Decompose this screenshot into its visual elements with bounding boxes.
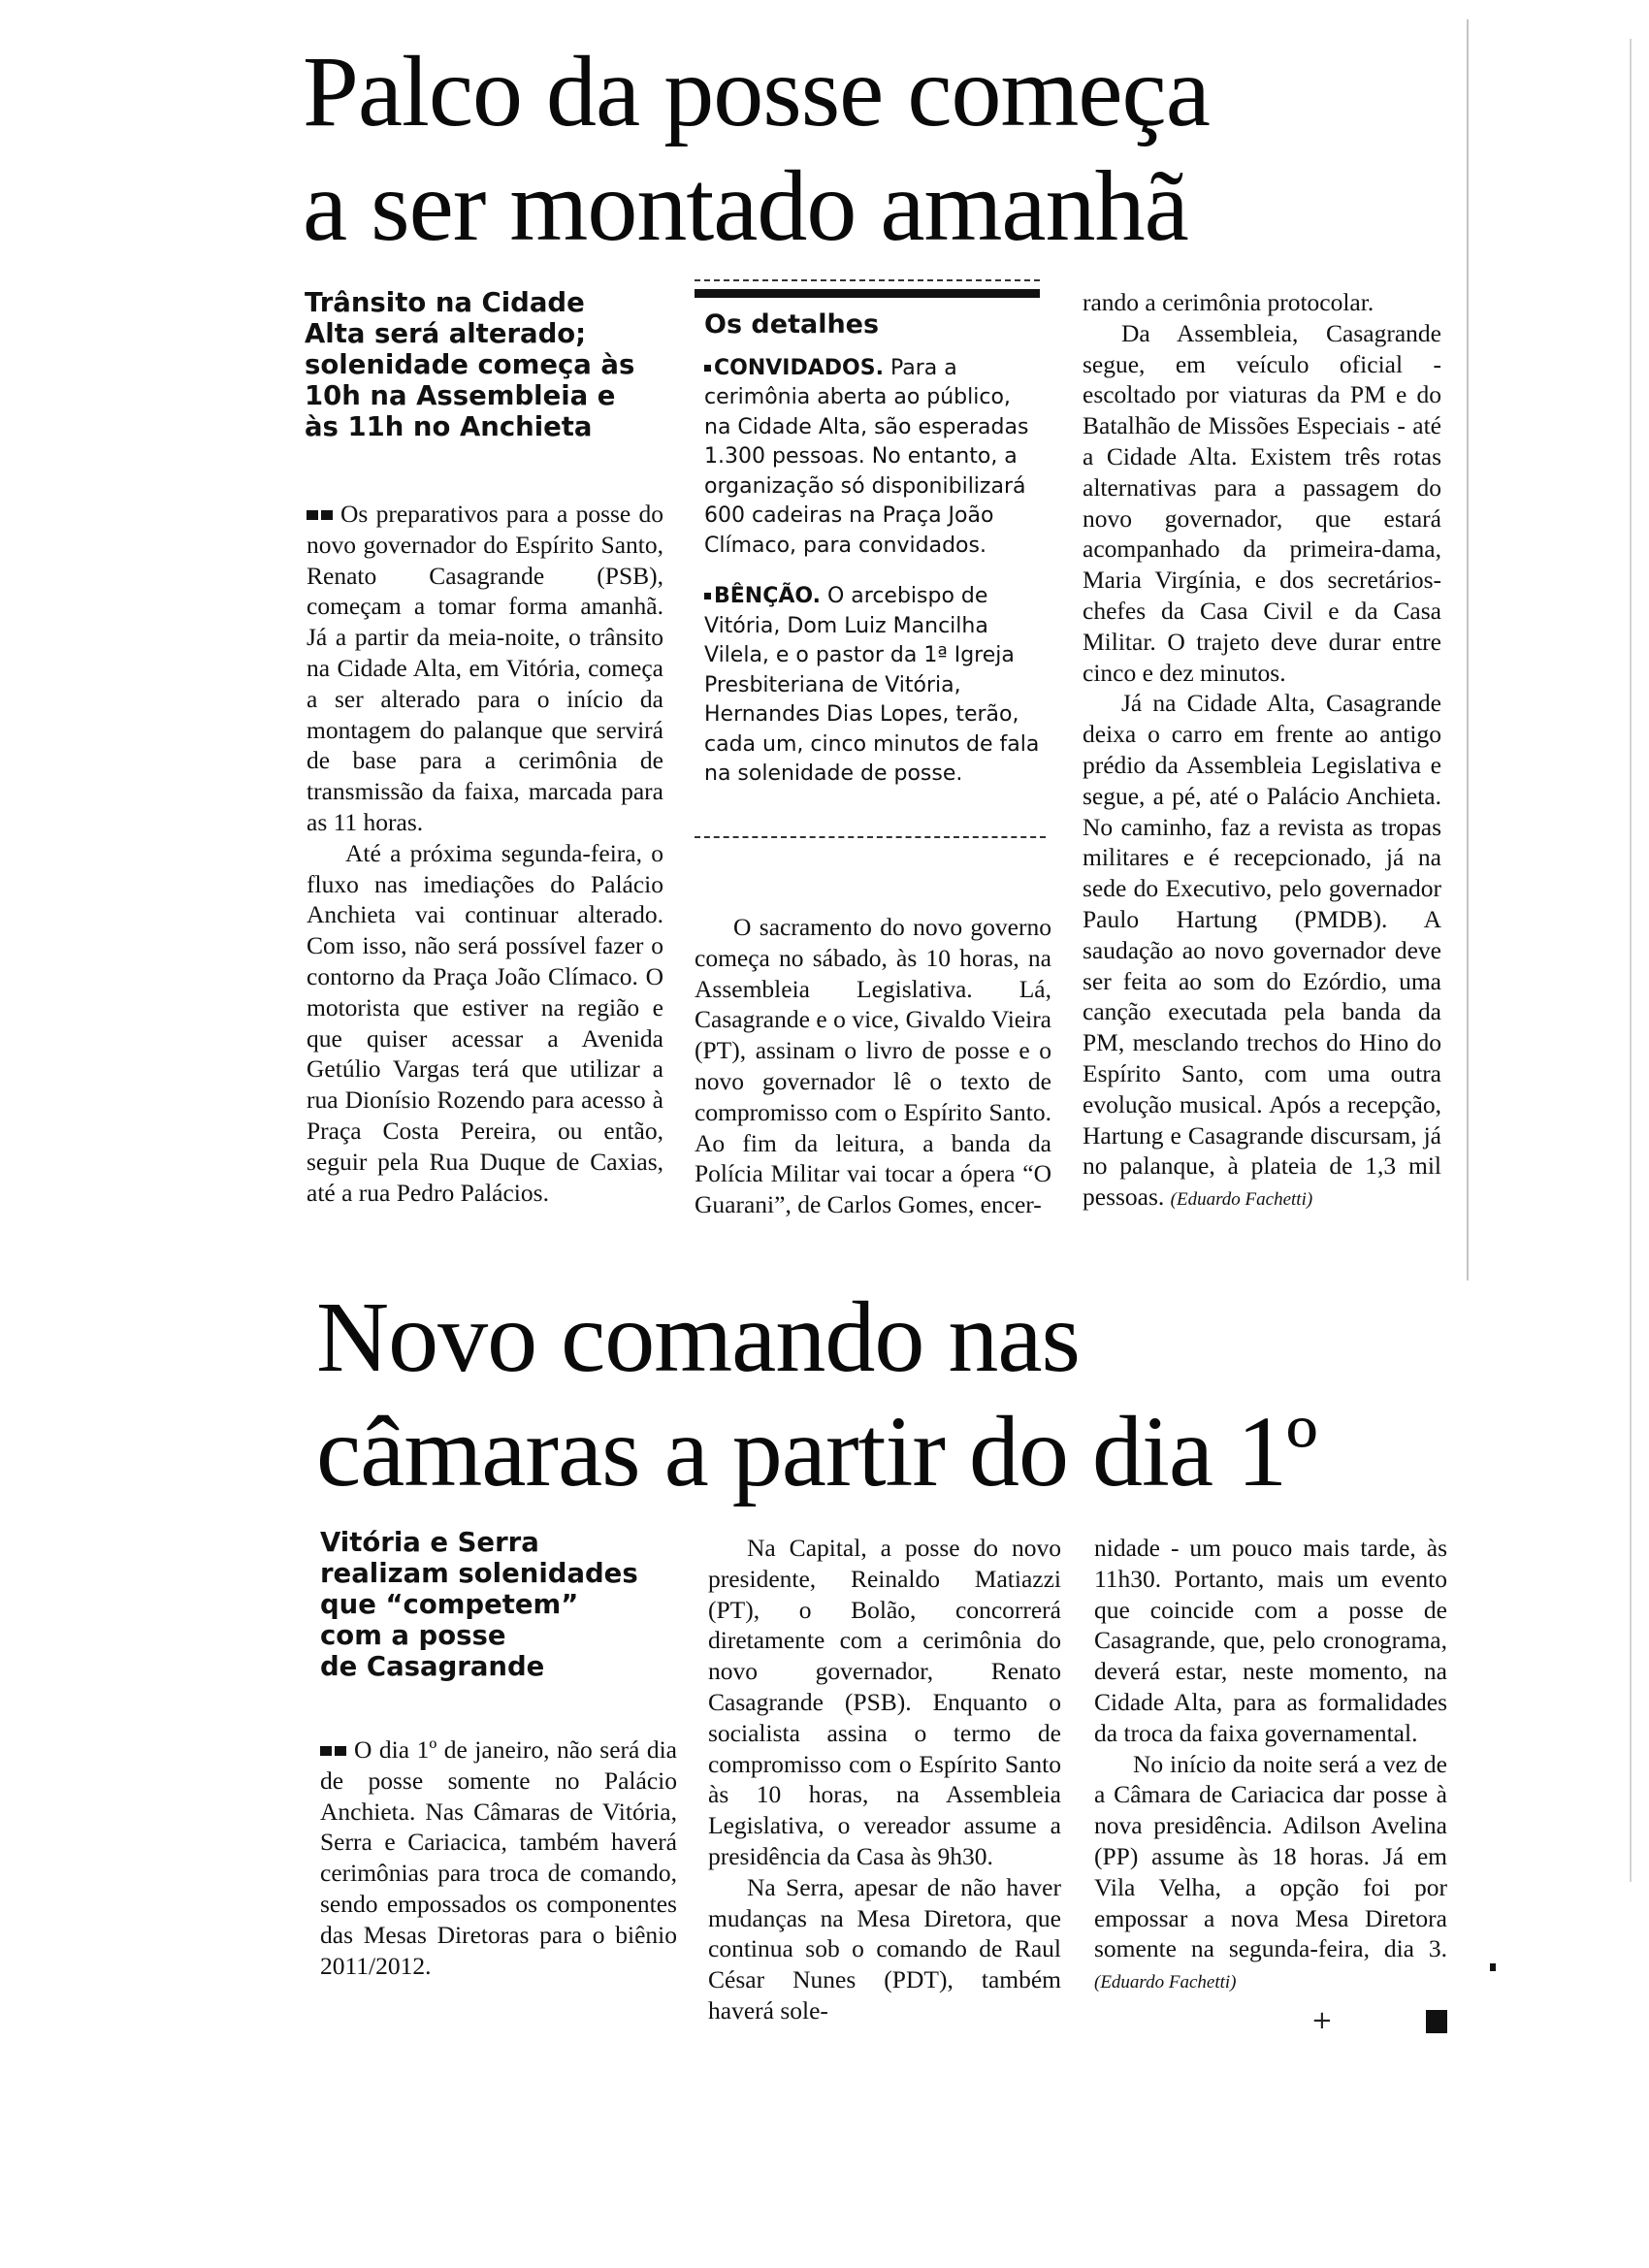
article2-paragraph: O dia 1º de janeiro, não será dia de posse somente no Palácio Anchieta. Nas Câmaras de Vitória, Serra e Cariacica, também haverá cerimônias para troca de comando, sendo empossados os componentes das Mesas Diretoras para o biênio 2011/2012. bbox=[320, 1735, 677, 1980]
sidebar-bottom-dashed-rule bbox=[695, 836, 1046, 838]
article2-column-1 bbox=[320, 1734, 677, 1981]
article1-paragraph: Até a próxima segunda-feira, o fluxo nas imediações do Palácio Anchieta vai continuar alterado. Com isso, não será possível fazer o contorno da Praça João Clímaco. O motorista que estiver na região e que quiser acessar a Avenida Getúlio Vargas terá que utilizar a rua Dionísio Rozendo para acesso à Praça Costa Pereira, ou então, seguir pela Rua Duque de Caxias, até a rua Pedro Palácios. bbox=[307, 838, 663, 1207]
sidebar-top-dashed-rule bbox=[695, 279, 1040, 281]
deck-line: Vitória e Serra bbox=[320, 1527, 539, 1558]
deck-line: Trânsito na Cidade bbox=[305, 287, 585, 318]
article2-paragraph: nidade - um pouco mais tarde, às 11h30. Portanto, mais um evento que coincide com a posse de Casagrande, que, pelo cronograma, deverá estar, neste momento, na Cidade Alta, para as formalidades da troca da faixa governamental. bbox=[1094, 1534, 1447, 1747]
article2-headline-line1: Novo comando nas bbox=[316, 1281, 1080, 1393]
article1-column-3 bbox=[1083, 287, 1441, 1215]
deck-line: às 11h no Anchieta bbox=[305, 411, 593, 442]
end-plus-mark: + bbox=[1311, 2006, 1333, 2035]
article2-column-2 bbox=[708, 1533, 1061, 2026]
article1-paragraph: Os preparativos para a posse do novo governador do Espírito Santo, Renato Casagrande (PSB), começam a tomar forma amanhã. Já a partir da meia-noite, o trânsito na Cidade Alta, em Vitória, começa a ser alterado para o início da montagem do palanque que servirá de base para a cerimônia de transmissão da faixa, marcada para as 11 horas. bbox=[307, 500, 663, 836]
article2-deck bbox=[320, 1527, 689, 1682]
bullet-square-icon bbox=[704, 365, 711, 372]
article2-credit: (Eduardo Fachetti) bbox=[1094, 1972, 1237, 1993]
deck-line: Alta será alterado; bbox=[305, 318, 587, 349]
article1-deck bbox=[305, 287, 673, 442]
article1-column-1 bbox=[307, 499, 663, 1208]
article1-headline bbox=[303, 35, 1210, 264]
lead-marker-icon bbox=[320, 1746, 332, 1756]
article1-headline-line1: Palco da posse começa bbox=[303, 36, 1210, 147]
details-sidebar bbox=[704, 310, 1040, 811]
article1-paragraph: O sacramento do novo governo começa no sábado, às 10 horas, na Assembleia Legislativa. Lá, Casagrande e o vice, Givaldo Vieira (PT), assinam o livro de posse e o novo governador lê o texto de compromisso com o Espírito Santo. Ao fim da leitura, a banda da Polícia Militar vai tocar a ópera “O Guarani”, de Carlos Gomes, encer- bbox=[695, 913, 1051, 1219]
article2-paragraph: Na Serra, apesar de não haver mudanças na Mesa Diretora, que continua sob o comando de Raul César Nunes (PDT), também haverá sole- bbox=[708, 1872, 1061, 2025]
sidebar-item-convidados: CONVIDADOS. Para a cerimônia aberta ao público, na Cidade Alta, são esperadas 1.300 pessoas. No entanto, a organização só disponibilizará 600 cadeiras na Praça João Clímaco, para convidados. bbox=[704, 355, 1029, 558]
scan-edge-line bbox=[1630, 39, 1632, 1882]
lead-marker-icon bbox=[307, 510, 318, 520]
article1-column-2 bbox=[695, 912, 1051, 1220]
article1-paragraph: Já na Cidade Alta, Casagrande deixa o carro em frente ao antigo prédio da Assembleia Legislativa e segue, a pé, até o Palácio Anchieta. No caminho, faz a revista as tropas militares e é recepcionado, já na sede do Executivo, pelo governador Paulo Hartung (PMDB). A saudação ao novo governador deve ser feita ao som do Ezórdio, uma canção executada pela banda da PM, mesclando trechos do Hino do Espírito Santo, com uma outra evolução musical. Após a recepção, Hartung e Casagrande discursam, já no palanque, à plateia de 1,3 mil pessoas. (Eduardo Fachetti) bbox=[1083, 689, 1441, 1212]
deck-line: solenidade começa às bbox=[305, 349, 635, 380]
article2-headline-line2: câmaras a partir do dia 1º bbox=[316, 1396, 1317, 1507]
article1-paragraph: Da Assembleia, Casagrande segue, em veículo oficial - escoltado por viaturas da PM e do Batalhão de Missões Especiais - até a Cidade Alta. Existem três rotas alternativas para a passagem do novo governador, que estará acompanhado da primeira-dama, Maria Virgínia, e dos secretários-chefes da Casa Civil e da Casa Militar. O trajeto deve durar entre cinco e dez minutos. bbox=[1083, 318, 1441, 687]
deck-line: com a posse bbox=[320, 1620, 506, 1651]
end-of-story-square-icon bbox=[1426, 2010, 1447, 2033]
bullet-square-icon bbox=[704, 593, 711, 599]
deck-line: realizam solenidades bbox=[320, 1558, 638, 1589]
article2-column-3 bbox=[1094, 1533, 1447, 1998]
scan-speck bbox=[1490, 1963, 1496, 1971]
lead-marker-icon bbox=[335, 1746, 346, 1756]
deck-line: que “competem” bbox=[320, 1589, 579, 1620]
sidebar-item-bencao: BÊNÇÃO. O arcebispo de Vitória, Dom Luiz Mancilha Vilela, e o pastor da 1ª Igreja Presbiteriana de Vitória, Hernandes Dias Lopes, terão, cada um, cinco minutos de fala na solenidade de posse. bbox=[704, 584, 1040, 786]
sidebar-title: Os detalhes bbox=[704, 309, 880, 340]
deck-line: 10h na Assembleia e bbox=[305, 380, 616, 411]
deck-line: de Casagrande bbox=[320, 1651, 545, 1682]
article2-paragraph: No início da noite será a vez de a Câmara de Cariacica dar posse à nova presidência. Adilson Avelina (PP) assume às 18 horas. Já em Vila Velha, a opção foi por empossar a nova Mesa Diretora somente na segunda-feira, dia 3. (Eduardo Fachetti) bbox=[1094, 1749, 1447, 1993]
lead-marker-icon bbox=[321, 510, 333, 520]
article2-paragraph: Na Capital, a posse do novo presidente, Reinaldo Matiazzi (PT), o Bolão, concorrerá diretamente com a cerimônia do novo governador, Renato Casagrande (PSB). Enquanto o socialista assina o termo de compromisso com o Espírito Santo às 10 horas, na Assembleia Legislativa, o vereador assume a presidência da Casa às 9h30. bbox=[708, 1534, 1061, 1870]
article2-headline bbox=[316, 1280, 1316, 1509]
article1-headline-line2: a ser montado amanhã bbox=[303, 150, 1188, 262]
sidebar-top-thick-rule bbox=[695, 289, 1040, 298]
article1-credit: (Eduardo Fachetti) bbox=[1170, 1189, 1313, 1211]
article1-paragraph: rando a cerimônia protocolar. bbox=[1083, 288, 1374, 316]
scan-edge-line bbox=[1467, 19, 1469, 1280]
